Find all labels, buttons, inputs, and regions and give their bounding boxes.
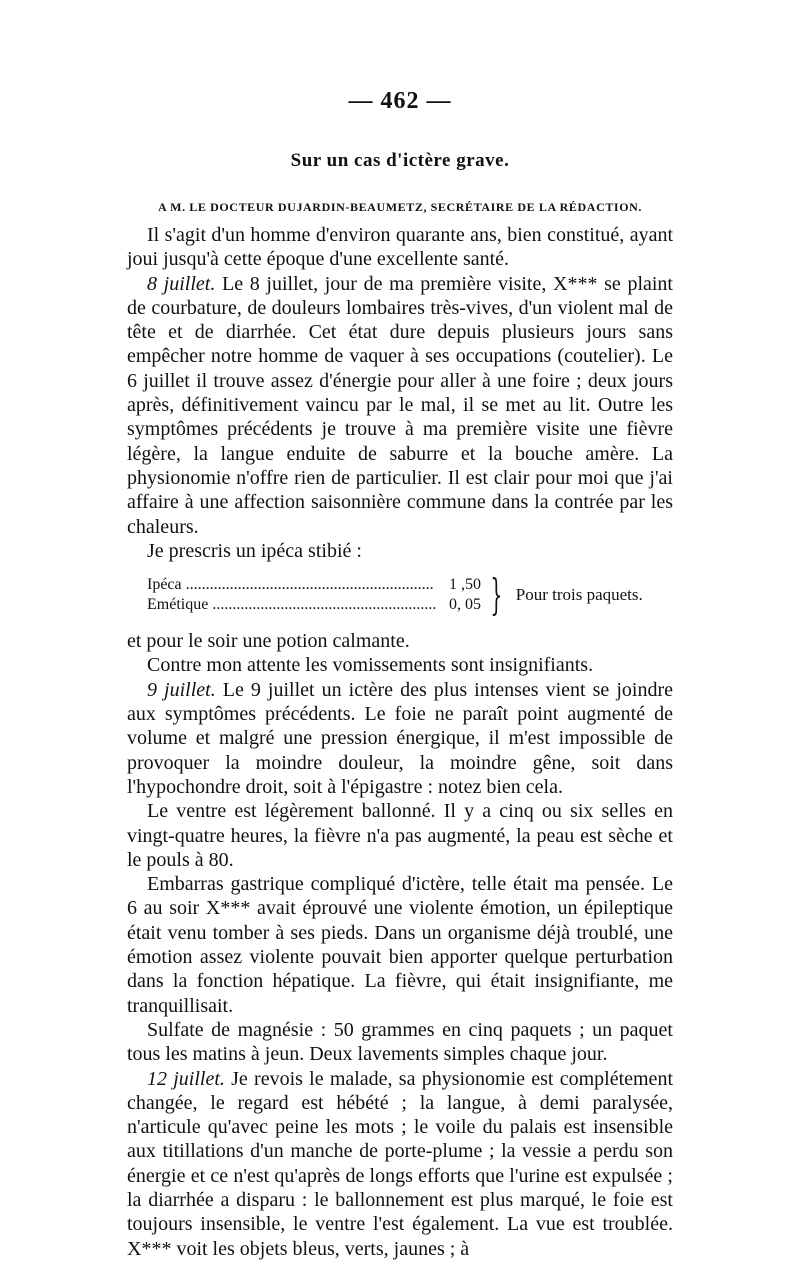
paragraph-text: Je revois le malade, sa physionomie est complétement changée, le regard est hébété ; la langue, à demi paralysée, n'articule qu'avec peine les mots ; le voile du palais est insensible aux titillations d'un manche de porte-plume ; la vessie a perdu son énergie et ce n'est qu'après de longs efforts que l'urine est expulsée ; la diarrhée a disparu : le ballonnement est plus marqué, le foie est toujours insensible, le ventre l'est également. La vue est troublée. X*** voit les objets bleus, verts, jaunes ; à xyxy=(127,1067,673,1260)
prescription-row xyxy=(147,575,481,595)
prescription-list xyxy=(147,575,481,615)
paragraph: Embarras gastrique compliqué d'ictère, telle était ma pensée. Le 6 au soir X*** avait éprouvé une violente émotion, un épileptique était venu tomber à ses pieds. Dans un organisme déjà troublé, une émotion assez violente pouvait bien apporter quelque perturbation dans la fonction hépatique. La fièvre, qui était insignifiante, me tranquillisait. xyxy=(127,873,673,1017)
prescription-block xyxy=(147,570,673,620)
page-number: — 462 — xyxy=(348,88,452,114)
paragraph-dated xyxy=(127,678,673,799)
prescription-note: Pour trois paquets. xyxy=(515,585,643,605)
date-label: 12 juillet. xyxy=(147,1067,225,1090)
paragraph: Contre mon attente les vomissements sont insignifiants. xyxy=(147,654,594,677)
drug-dose: 1 ,50 xyxy=(449,576,481,594)
paragraph-dated xyxy=(127,1067,673,1261)
article-body xyxy=(127,223,673,1261)
paragraph: et pour le soir une potion calmante. xyxy=(127,630,410,653)
paragraph: Je prescris un ipéca stibié : xyxy=(147,539,362,562)
paragraph: Sulfate de magnésie : 50 grammes en cinq paquets ; un paquet tous les matins à jeun. Deux lavements simples chaque jour. xyxy=(127,1018,673,1066)
paragraph: Le ventre est légèrement ballonné. Il y a cinq ou six selles en vingt-quatre heures, la fièvre n'a pas augmenté, la peau est sèche et le pouls à 80. xyxy=(127,800,673,871)
article-title: Sur un cas d'ictère grave. xyxy=(290,150,510,171)
brace-glyph: } xyxy=(490,570,503,620)
drug-dose: 0, 05 xyxy=(449,596,481,614)
paragraph-text: Le 8 juillet, jour de ma première visite, X*** se plaint de courbature, de douleurs lombaires très-vives, d'un violent mal de tête et de diarrhée. Cet état dure depuis plusieurs jours sans empêcher notre homme de vaquer à ses occupations (coutelier). Le 6 juillet il trouve assez d'énergie pour aller à une foire ; deux jours après, définitivement vaincu par le mal, il se met au lit. Outre les symptômes précédents je trouve à ma première visite une fièvre légère, la langue enduite de saburre et la bouche amère. La physionomie n'offre rien de particulier. Il est clair pour moi que j'ai affaire à une affection saisonnière commune dans la contrée par les chaleurs. xyxy=(127,272,673,538)
date-label: 8 juillet. xyxy=(147,272,216,295)
drug-name: Emétique ..... xyxy=(147,595,437,615)
prescription-row xyxy=(147,595,481,615)
addressee-line: A M. LE DOCTEUR DUJARDIN-BEAUMETZ, SECRÉTAIRE DE LA RÉDACTION. xyxy=(157,200,643,214)
drug-name: Ipéca ..... xyxy=(147,575,437,595)
paragraph: Il s'agit d'un homme d'environ quarante ans, bien constitué, ayant joui jusqu'à cette époque d'une excellente santé. xyxy=(127,224,673,271)
paragraph-text: Le 9 juillet un ictère des plus intenses vient se joindre aux symptômes précédents. Le foie ne paraît point augmenté de volume et malgré une pression énergique, il m'est impossible de provoquer la moindre douleur, la moindre gêne, soit dans l'hypochondre droit, soit à l'épigastre : notez bien cela. xyxy=(127,678,673,798)
paragraph-dated xyxy=(127,272,673,539)
date-label: 9 juillet. xyxy=(147,678,216,701)
